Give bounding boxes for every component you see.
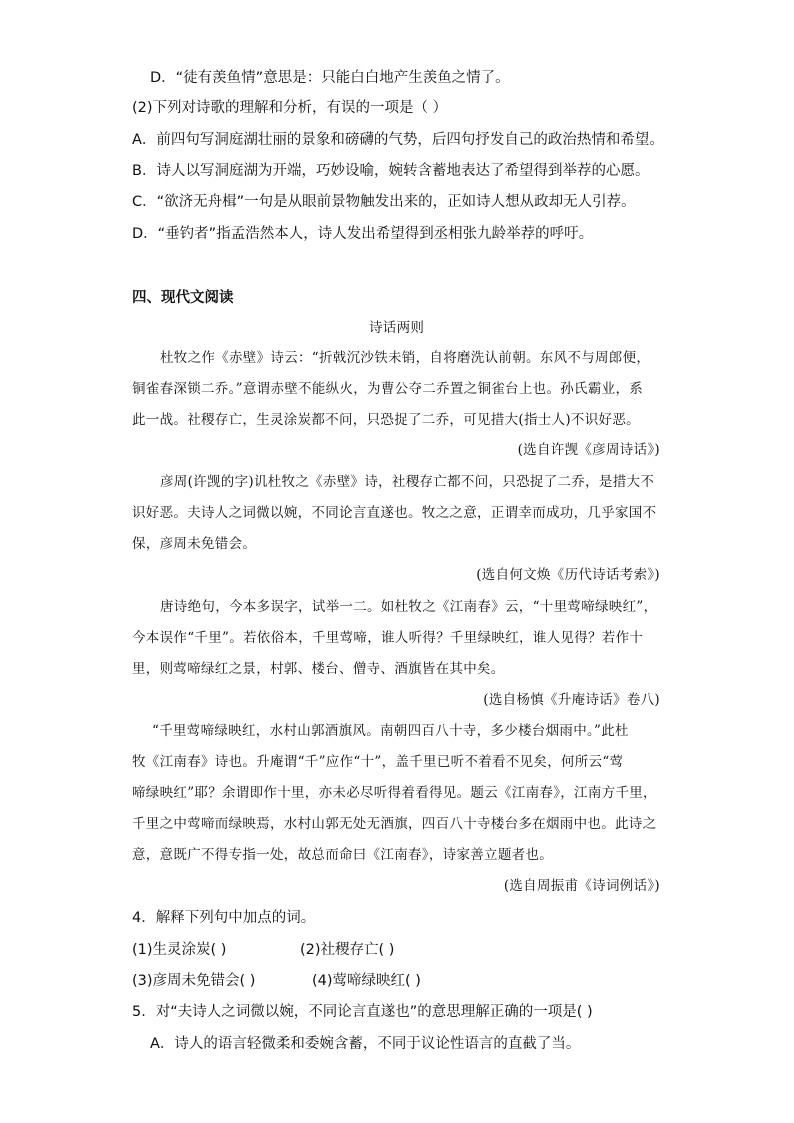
passage-2-source: (选自何文焕《历代诗话考索》) xyxy=(476,567,660,583)
q5-option-a: A．诗人的语言轻微柔和委婉含蓄，不同于议论性语言的直截了当。 xyxy=(150,1036,581,1052)
passage-1-line-3: 此一战。社稷存亡，生灵涂炭都不问，只恐捉了二乔，可见措大(指士人)不识好恶。 xyxy=(132,412,640,428)
q4-item-4: (4)莺啼绿映红( ) xyxy=(312,973,421,989)
section-heading: 四、现代文阅读 xyxy=(132,290,234,306)
q1-option-d: D．“徒有羡鱼情”意思是：只能白白地产生羡鱼之情了。 xyxy=(150,70,510,86)
passage-1-source: (选自许觊《彦周诗话》) xyxy=(517,442,660,458)
q2-option-a: A．前四句写洞庭湖壮丽的景象和磅礴的气势，后四句抒发自己的政治热情和希望。 xyxy=(132,132,664,148)
q4-item-2: (2)社稷存亡( ) xyxy=(300,942,395,958)
passage-4-source: (选自周振甫《诗词例话》) xyxy=(503,878,660,894)
q2-option-d: D．“垂钓者”指孟浩然本人，诗人发出希望得到丞相张九龄举荐的呼吁。 xyxy=(132,226,594,242)
passage-4-line-3: 啼绿映红”耶？余谓即作十里，亦未必尽听得着看得见。题云《江南春》，江南方千里， xyxy=(132,785,657,801)
passage-1-line-1: 杜牧之作《赤壁》诗云：“折戟沉沙铁未销，自将磨洗认前朝。东风不与周郎便， xyxy=(160,350,651,366)
q4-item-3: (3)彦周未免错会( ) xyxy=(132,973,256,989)
passage-4-line-2: 牧《江南春》诗也。升庵谓“千”应作“十”，盖千里已听不着看不见矣，何所云“莺 xyxy=(132,754,624,770)
q4-stem: 4．解释下列句中加点的词。 xyxy=(132,910,316,926)
passage-3-line-1: 唐诗绝句，今本多误字，试举一二。如杜牧之《江南春》云，“十里莺啼绿映红”， xyxy=(160,599,658,615)
passage-2-line-2: 识好恶。夫诗人之词微以婉，不同论言直遂也。牧之之意，正谓幸而成功，几乎家国不 xyxy=(132,505,657,521)
passage-2-line-3: 保，彦周未免错会。 xyxy=(132,536,257,552)
passage-3-source: (选自杨慎《升庵诗话》卷八) xyxy=(483,692,660,708)
passage-2-line-1: 彦周(许觊的字)讥杜牧之《赤壁》诗，社稷存亡都不问，只恐捉了二乔，是措大不 xyxy=(160,474,655,490)
passage-4-line-1: “千里莺啼绿映红，水村山郭酒旗风。南朝四百八十寺，多少楼台烟雨中。”此杜 xyxy=(152,723,629,739)
passage-4-line-4: 千里之中莺啼而绿映焉，水村山郭无处无酒旗，四百八十寺楼台多在烟雨中也。此诗之 xyxy=(132,816,657,832)
passage-4-line-5: 意，意既广不得专指一处，故总而命曰《江南春》，诗家善立题者也。 xyxy=(132,847,554,863)
q4-item-1: (1)生灵涂炭( ) xyxy=(132,942,227,958)
q2-option-c: C．“欲济无舟楫”一句是从眼前景物触发出来的，正如诗人想从政却无人引荐。 xyxy=(132,194,636,210)
passage-3-line-2: 今本误作“千里”。若依俗本，千里莺啼，谁人听得？千里绿映红，谁人见得？若作十 xyxy=(132,630,644,646)
passage-title: 诗话两则 xyxy=(369,320,425,336)
q2-stem: (2)下列对诗歌的理解和分析，有误的一项是（ ） xyxy=(132,100,448,116)
q5-stem: 5．对“夫诗人之词微以婉，不同论言直遂也”的意思理解正确的一项是( ) xyxy=(132,1004,593,1020)
q2-option-b: B．诗人以写洞庭湖为开端，巧妙设喻，婉转含蓄地表达了希望得到举荐的心愿。 xyxy=(132,163,650,179)
passage-3-line-3: 里，则莺啼绿红之景，村郭、楼台、僧寺、酒旗皆在其中矣。 xyxy=(132,661,505,677)
passage-1-line-2: 铜雀春深锁二乔。”意谓赤壁不能纵火，为曹公夺二乔置之铜雀台上也。孙氏霸业，系 xyxy=(132,381,644,397)
